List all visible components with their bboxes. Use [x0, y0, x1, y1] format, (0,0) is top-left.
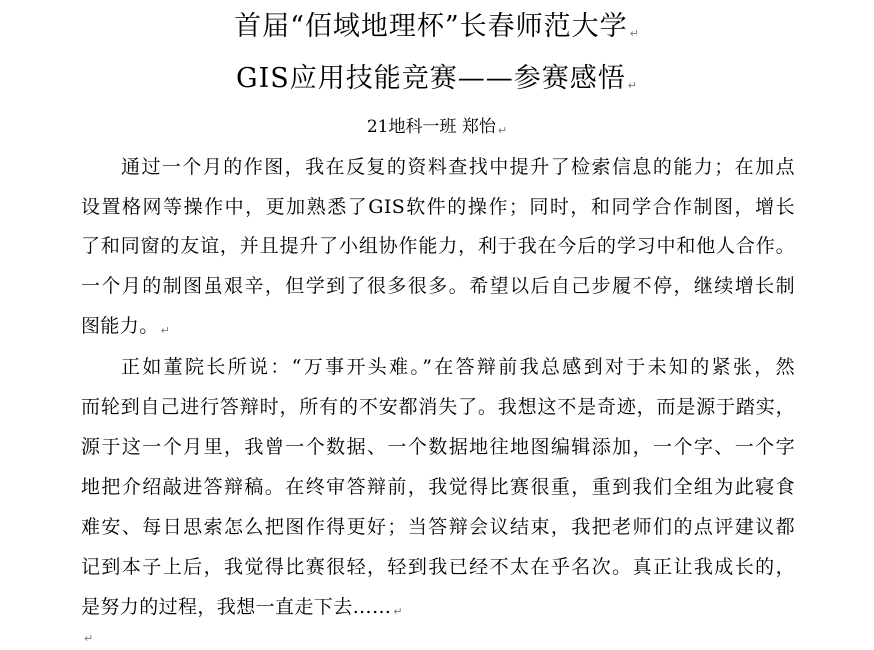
paragraph-2-line: 难安、每日思索怎么把图作得更好；当答辩会议结束，我把老师们的点评建议都	[81, 516, 795, 538]
paragraph-mark-icon: ↵	[497, 124, 508, 137]
paragraph-2-line: 地把介绍敲进答辩稿。在终审答辩前，我觉得比赛很重，重到我们全组为此寝食	[81, 476, 795, 498]
document-author: 21地科一班 郑怡 ↵	[366, 117, 508, 137]
paragraph-mark-icon: ↵	[627, 79, 638, 92]
document-title-line-1: 首届“佰域地理杯”长春师范大学 ↵	[234, 11, 640, 42]
paragraph-2-line: 而轮到自己进行答辩时，所有的不安都消失了。我想这不是奇迹，而是源于踏实，	[81, 396, 795, 418]
paragraph-mark-icon: ↵	[393, 605, 404, 618]
paragraph-2-line: 正如董院长所说：“万事开头难。”在答辩前我总感到对于未知的紧张，然	[121, 356, 795, 378]
paragraph-2-line: 源于这一个月里，我曾一个数据、一个数据地往地图编辑添加，一个字、一个字	[81, 436, 795, 458]
paragraph-1-last-line: 图能力。 ↵	[81, 315, 171, 337]
paragraph-1-line: 设置格网等操作中，更加熟悉了GIS软件的操作；同时，和同学合作制图，增长	[81, 196, 795, 218]
document-title-line-2: GIS应用技能竞赛——参赛感悟 ↵	[236, 63, 638, 94]
empty-paragraph-mark-icon: ↵	[84, 632, 94, 645]
paragraph-1-line: 了和同窗的友谊，并且提升了小组协作能力，利于我在今后的学习中和他人合作。	[81, 235, 795, 257]
paragraph-mark-icon: ↵	[160, 324, 171, 337]
paragraph-1-line: 通过一个月的作图，我在反复的资料查找中提升了检索信息的能力；在加点	[121, 156, 795, 178]
paragraph-2-last-line: 是努力的过程，我想一直走下去…… ↵	[81, 596, 404, 618]
paragraph-2-line: 记到本子上后，我觉得比赛很轻，轻到我已经不太在乎名次。真正让我成长的，	[81, 556, 795, 578]
paragraph-1-line: 一个月的制图虽艰辛，但学到了很多很多。希望以后自己步履不停，继续增长制	[81, 275, 795, 297]
paragraph-mark-icon: ↵	[629, 27, 640, 40]
